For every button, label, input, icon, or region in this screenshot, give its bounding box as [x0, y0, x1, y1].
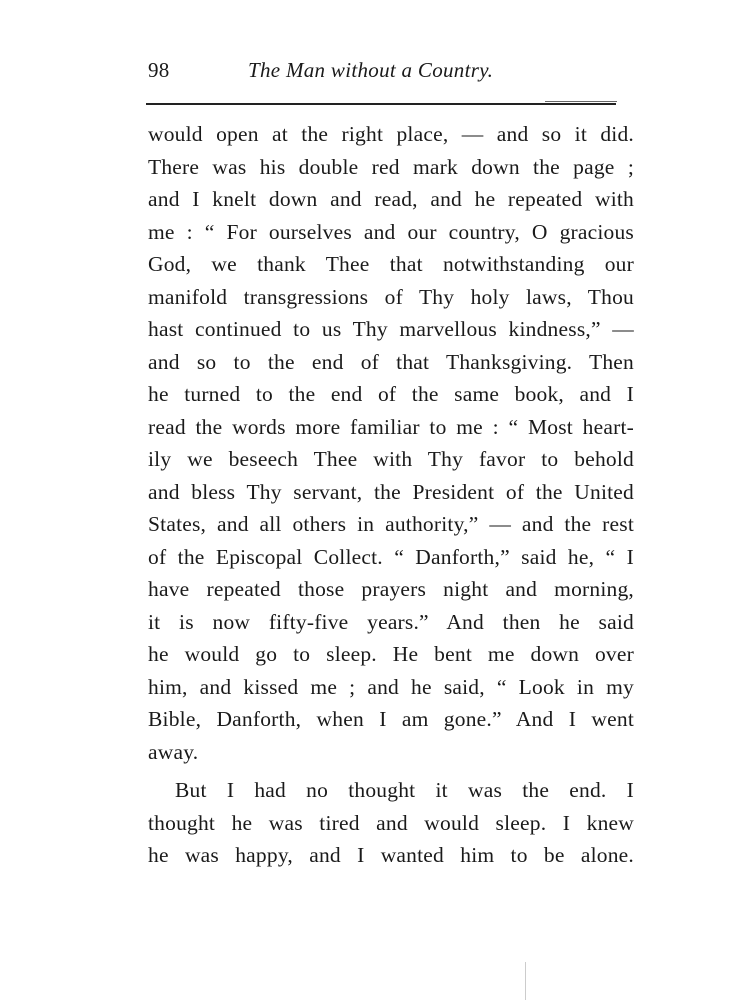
page-header	[148, 58, 638, 92]
text-line: But I had no thought it was the end. I	[175, 778, 634, 802]
paragraph-1	[148, 118, 634, 768]
body-text	[148, 118, 634, 872]
text-line: read the words more familiar to me : “ Most heart-	[148, 414, 634, 439]
text-line: hast continued to us Thy marvellous kindness,” —	[148, 317, 634, 341]
text-line: manifold transgressions of Thy holy laws, Thou	[148, 284, 634, 309]
text-line: would open at the right place, — and so it did.	[148, 122, 634, 146]
text-line: and so to the end of that Thanksgiving. Then	[148, 349, 634, 374]
text-line: away.	[148, 739, 199, 764]
text-line: and I knelt down and read, and he repeated with	[148, 187, 634, 211]
running-title: The Man without a Country.	[248, 58, 494, 82]
text-line: he was happy, and I wanted him to be alone.	[148, 843, 634, 867]
text-line: have repeated those prayers night and morning,	[148, 577, 634, 601]
text-line: ily we beseech Thee with Thy favor to behold	[148, 447, 634, 471]
header-rule	[146, 103, 616, 105]
text-line: it is now fifty-five years.” And then he said	[148, 609, 634, 634]
text-line: There was his double red mark down the page ;	[148, 154, 634, 179]
text-line: him, and kissed me ; and he said, “ Look in my	[148, 674, 634, 699]
text-line: and bless Thy servant, the President of the United	[148, 479, 634, 504]
text-line: me : “ For ourselves and our country, O gracious	[148, 219, 634, 244]
page-edge-mark	[525, 962, 526, 1000]
header-rule-extension	[545, 101, 617, 102]
page-number: 98	[148, 58, 170, 82]
text-line: he would go to sleep. He bent me down over	[148, 642, 634, 666]
paragraph-2	[148, 774, 634, 872]
text-line: he turned to the end of the same book, and I	[148, 382, 634, 406]
text-line: States, and all others in authority,” — and the rest	[148, 512, 634, 536]
text-line: God, we thank Thee that notwithstanding our	[148, 252, 634, 276]
text-line: Bible, Danforth, when I am gone.” And I went	[148, 707, 634, 731]
text-line: thought he was tired and would sleep. I knew	[148, 810, 634, 835]
text-line: of the Episcopal Collect. “ Danforth,” said he, “ I	[148, 544, 634, 569]
